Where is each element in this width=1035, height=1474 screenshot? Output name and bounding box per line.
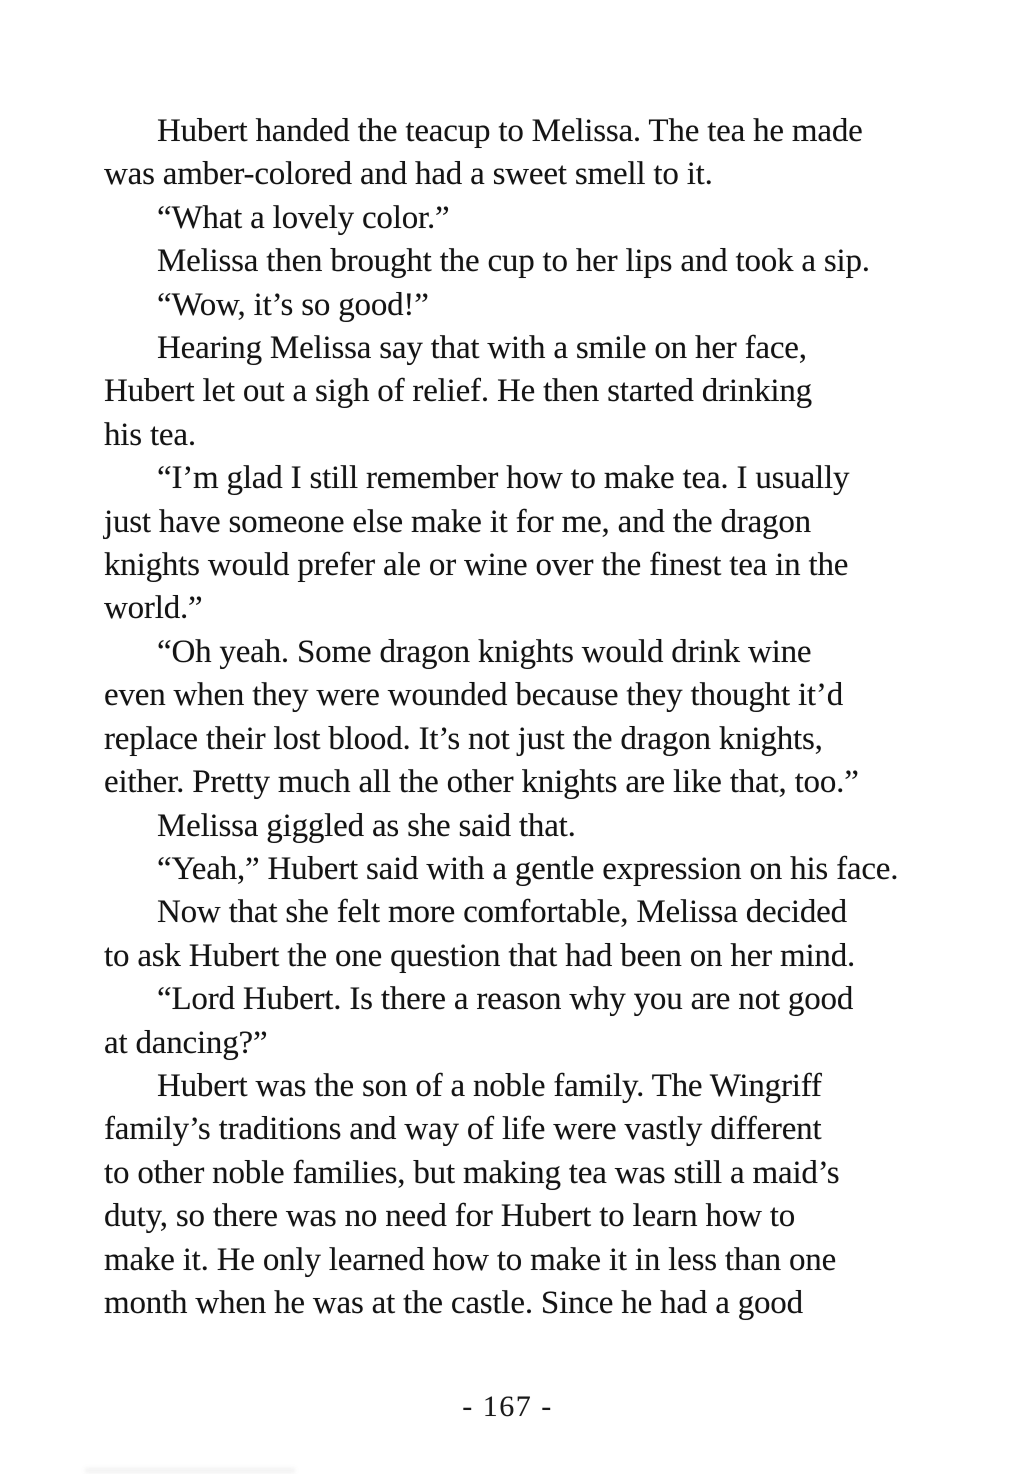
body-line: Hubert handed the teacup to Melissa. The tea he made	[157, 113, 863, 149]
body-line: even when they were wounded because they thought it’d	[104, 677, 843, 714]
body-line: at dancing?”	[104, 1024, 268, 1061]
body-line: Melissa giggled as she said that.	[157, 807, 576, 844]
body-line: month when he was at the castle. Since he had a good	[104, 1284, 803, 1321]
body-line: Now that she felt more comfortable, Melissa decided	[157, 894, 847, 931]
body-line: to other noble families, but making tea was still a maid’s	[104, 1154, 840, 1191]
body-line: family’s traditions and way of life were vastly different	[104, 1111, 822, 1148]
body-line: knights would prefer ale or wine over the finest tea in the	[104, 547, 849, 584]
body-line: “Wow, it’s so good!”	[157, 286, 429, 323]
body-line: “What a lovely color.”	[157, 199, 450, 236]
body-line: “Lord Hubert. Is there a reason why you are not good	[157, 981, 854, 1018]
body-line: Melissa then brought the cup to her lips and took a sip.	[157, 243, 870, 280]
body-line: “Oh yeah. Some dragon knights would drink wine	[157, 633, 812, 670]
body-line: either. Pretty much all the other knights are like that, too.”	[104, 764, 859, 801]
body-line: replace their lost blood. It’s not just the dragon knights,	[104, 720, 823, 757]
page-body	[104, 110, 919, 1325]
body-line: Hubert was the son of a noble family. The Wingriff	[157, 1067, 822, 1104]
body-line: Hubert let out a sigh of relief. He then started drinking	[104, 373, 812, 410]
body-line: was amber-colored and had a sweet smell to it.	[104, 156, 713, 193]
body-line: duty, so there was no need for Hubert to learn how to	[104, 1198, 796, 1235]
scan-artifact	[85, 1468, 295, 1473]
body-line: to ask Hubert the one question that had been on her mind.	[104, 937, 856, 974]
body-line: “I’m glad I still remember how to make tea. I usually	[157, 460, 850, 497]
body-line: his tea.	[104, 416, 196, 453]
body-line: world.”	[104, 590, 203, 627]
page-number: - 167 -	[462, 1390, 553, 1423]
body-line: just have someone else make it for me, and the dragon	[104, 503, 811, 540]
body-line: make it. He only learned how to make it in less than one	[104, 1241, 837, 1278]
body-line: Hearing Melissa say that with a smile on her face,	[157, 330, 807, 367]
body-line: “Yeah,” Hubert said with a gentle expression on his face.	[157, 850, 899, 887]
